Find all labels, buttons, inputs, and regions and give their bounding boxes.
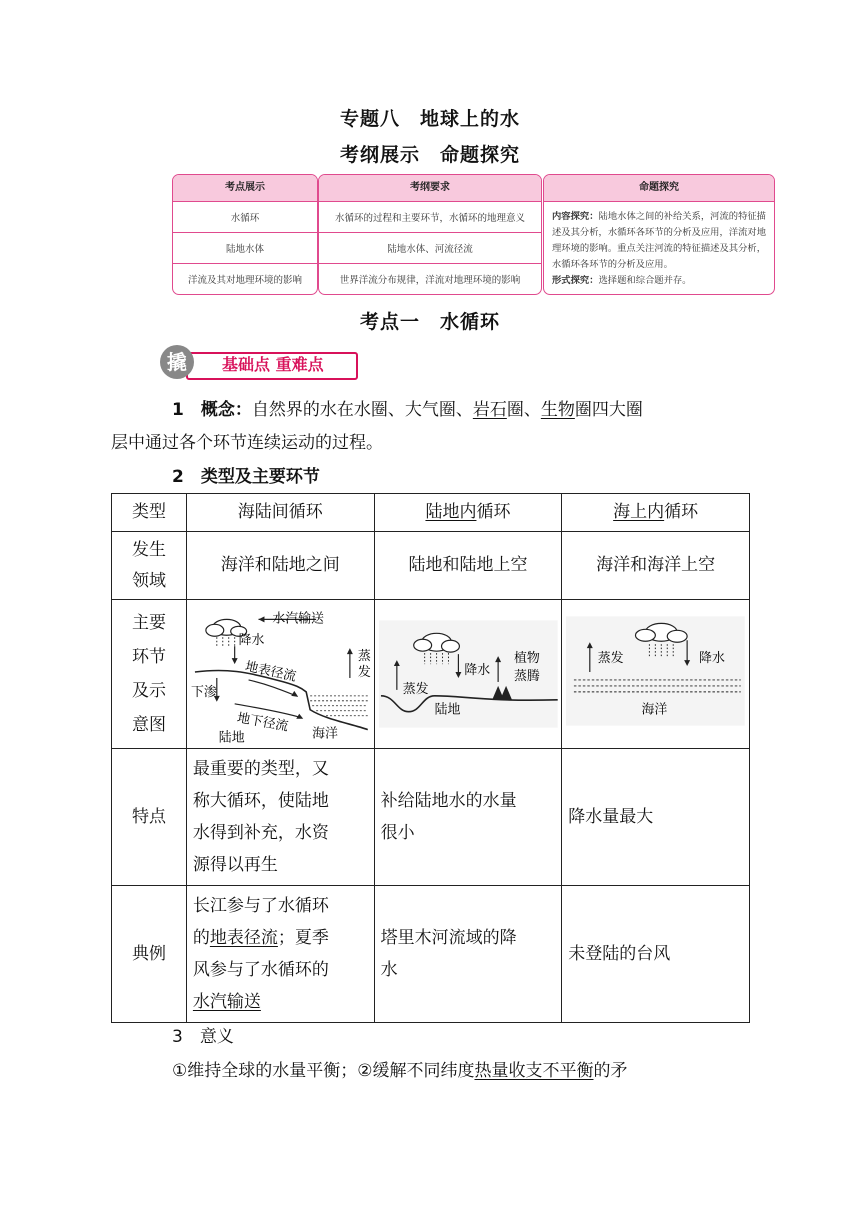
table-row	[112, 886, 750, 1023]
syllabus-col-requirements	[318, 174, 542, 295]
table-row	[112, 494, 750, 532]
row-label-domain: 发生 领域	[112, 532, 187, 600]
svg-text:陆地: 陆地	[218, 730, 245, 746]
types-heading: 2 类型及主要环节	[172, 467, 320, 487]
header-sea-land: 海陆间循环	[186, 494, 374, 532]
svg-text:地下径流: 地下径流	[235, 710, 290, 735]
syllabus-point: 水循环	[230, 213, 260, 224]
svg-text:下渗: 下渗	[190, 684, 217, 700]
domain-inland: 陆地和陆地上空	[374, 532, 562, 600]
badge-icon: 撬	[160, 345, 194, 379]
table-row	[112, 600, 750, 749]
syllabus-table	[172, 174, 776, 295]
syllabus-requirement: 陆地水体、河流径流	[387, 244, 473, 255]
diagram-sea-land	[186, 600, 374, 749]
svg-text:海洋: 海洋	[312, 726, 338, 742]
badge-text: 基础点 重难点	[222, 355, 324, 374]
header-inland: 陆地内循环	[374, 494, 562, 532]
page-title: 专题八 地球上的水	[339, 108, 520, 130]
svg-text:降水: 降水	[699, 651, 726, 667]
row-label-features: 特点	[112, 749, 187, 886]
syllabus-col-exploration	[543, 174, 775, 295]
cycle-types-table	[111, 493, 750, 1023]
row-label-diagram: 主要 环节 及示 意图	[112, 600, 187, 749]
svg-text:陆地: 陆地	[434, 702, 460, 718]
diagram-ocean	[562, 600, 750, 749]
concept-paragraph-line2: 层中通过各个环节连续运动的过程。	[111, 433, 383, 453]
sea-land-cycle-diagram	[187, 600, 374, 748]
svg-text:蒸: 蒸	[357, 649, 371, 665]
table-row	[112, 749, 750, 886]
svg-text:植物: 植物	[513, 651, 540, 667]
svg-text:蒸发: 蒸发	[598, 651, 624, 667]
svg-text:水汽输送: 水汽输送	[272, 611, 324, 627]
svg-text:海洋: 海洋	[641, 702, 668, 718]
diagram-inland	[374, 600, 562, 749]
significance-text: ①维持全球的水量平衡；②缓解不同纬度热量收支不平衡的矛	[172, 1061, 628, 1081]
examples-sea-land: 长江参与了水循环 的地表径流；夏季 风参与了水循环的 水汽输送	[186, 886, 374, 1023]
svg-text:降水: 降水	[238, 633, 265, 649]
page-subtitle: 考纲展示 命题探究	[339, 144, 520, 166]
table-row	[112, 532, 750, 600]
inland-cycle-diagram	[375, 600, 562, 748]
features-sea-land: 最重要的类型，又 称大循环，使陆地 水得到补充，水资 源得以再生	[186, 749, 374, 886]
syllabus-header-points: 考点展示	[173, 175, 317, 202]
syllabus-requirement: 水循环的过程和主要环节，水循环的地理意义	[334, 213, 525, 224]
features-ocean: 降水量最大	[562, 749, 750, 886]
row-label-examples: 典例	[112, 886, 187, 1023]
examples-inland: 塔里木河流域的降 水	[374, 886, 562, 1023]
syllabus-requirement: 世界洋流分布规律，洋流对地理环境的影响	[339, 275, 521, 286]
section-badge	[160, 343, 356, 381]
features-inland: 补给陆地水的水量 很小	[374, 749, 562, 886]
svg-text:蒸腾: 蒸腾	[513, 668, 540, 684]
syllabus-col-points	[172, 174, 318, 295]
ocean-cycle-diagram	[562, 600, 749, 748]
svg-text:降水: 降水	[463, 663, 490, 678]
syllabus-point: 陆地水体	[225, 244, 264, 255]
significance-heading: 3 意义	[172, 1027, 234, 1047]
header-ocean: 海上内循环	[562, 494, 750, 532]
syllabus-header-exploration: 命题探究	[544, 175, 774, 202]
svg-text:地表径流: 地表径流	[243, 659, 298, 685]
svg-text:蒸发: 蒸发	[402, 681, 429, 697]
examples-ocean: 未登陆的台风	[562, 886, 750, 1023]
syllabus-exploration-text: 内容探究：陆地水体之间的补给关系，河流的特征描述及其分析，水循环各环节的分析及应用，洋流对地理环境的影响。重点关注河流的特征描述及其分析，水循环各环节的分析及应用。 形式探究：选择题和综合题并存。	[552, 211, 766, 286]
domain-sea-land: 海洋和陆地之间	[186, 532, 374, 600]
syllabus-point: 洋流及其对地理环境的影响	[187, 275, 302, 286]
svg-text:发: 发	[357, 664, 371, 680]
concept-paragraph: 1 概念：自然界的水在水圈、大气圈、岩石圈、生物圈四大圈	[172, 400, 643, 420]
section-title: 考点一 水循环	[359, 311, 500, 333]
header-type: 类型	[112, 494, 187, 532]
domain-ocean: 海洋和海洋上空	[562, 532, 750, 600]
syllabus-header-requirements: 考纲要求	[319, 175, 541, 202]
